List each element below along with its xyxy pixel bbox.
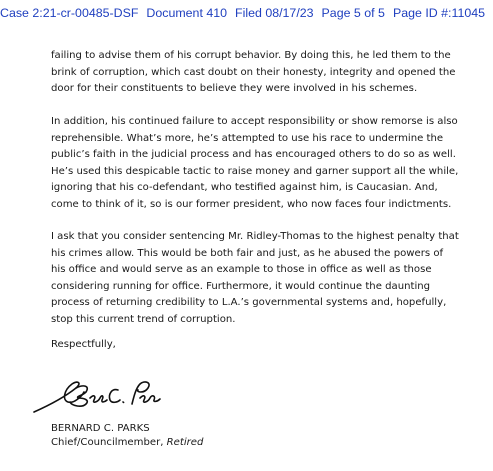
- letter-paragraph-1: failing to advise them of his corrupt behavior. By doing this, he led them to the brink of corruption, which cast doubt on their honesty, integrity and opened the door for their constituents to believe they were involved in his schemes.: [51, 50, 456, 95]
- signatory-title-suffix: Retired: [166, 437, 204, 448]
- filed-date: Filed 08/17/23: [235, 6, 314, 20]
- letter-paragraph-2: In addition, his continued failure to accept responsibility or show remorse is also reprehensible. What’s more, he’s attempted to use his race to undermine the public’s faith in the judicial process and has encouraged others to do so as well. He’s used this despicable tactic to raise money and garner support all the while, ignoring that his co-defendant, who testified against him, is Caucasian. And, come to think of it, so is our former president, who now faces four indictments.: [51, 116, 459, 210]
- signatory-name: BERNARD C. PARKS: [51, 423, 150, 434]
- case-header: [0, 6, 486, 20]
- page-id: Page ID #:11045: [392, 6, 486, 20]
- letter-paragraph-3: I ask that you consider sentencing Mr. Ridley-Thomas to the highest penalty that his crimes allow. This would be both fair and just, as he abused the powers of his office and would serve as an example to those in office as well as those considering running for office. Furthermore, it would continue the daunting process of returning credibility to L.A.’s governmental systems and, hopefully, stop this current trend of corruption.: [51, 231, 459, 325]
- signatory-title-prefix: Chief/Councilmember,: [51, 437, 167, 448]
- document-number: Document 410: [146, 6, 228, 20]
- closing-salutation: Respectfully,: [51, 339, 116, 350]
- case-number: Case 2:21-cr-00485-DSF: [0, 6, 139, 20]
- page-number: Page 5 of 5: [321, 6, 385, 20]
- signatory-title: [51, 436, 203, 451]
- handwritten-signature: [32, 374, 162, 418]
